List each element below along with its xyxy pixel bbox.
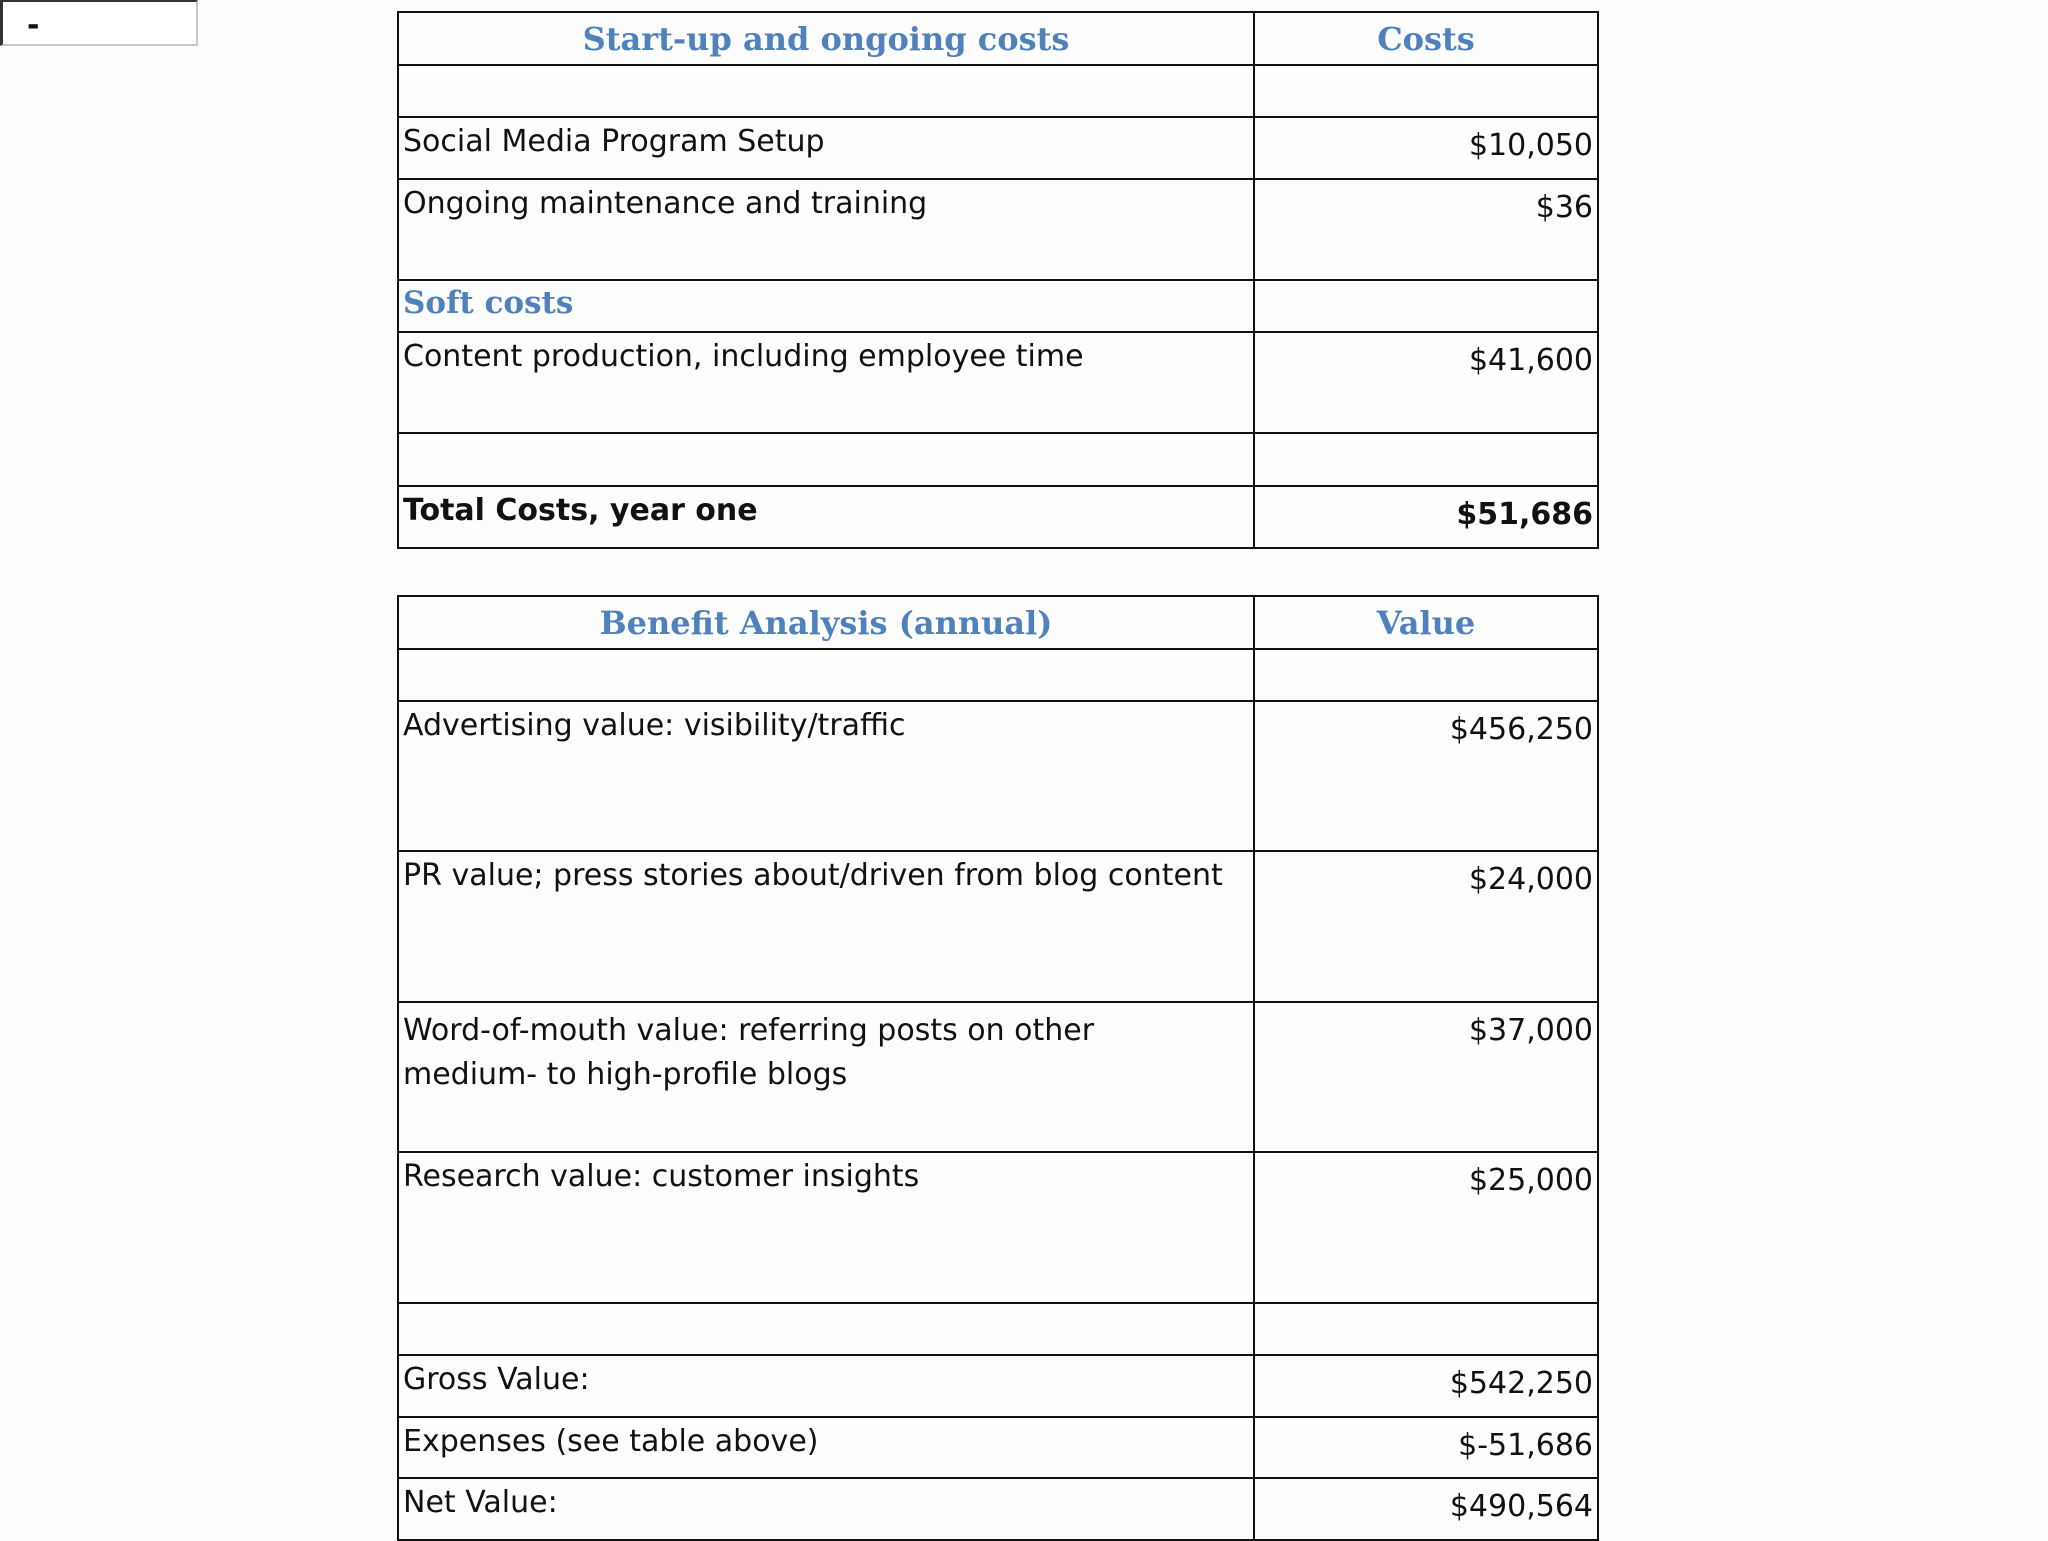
advertising-value-cell[interactable]: $456,250: [1254, 701, 1598, 851]
empty-cell[interactable]: [1254, 433, 1598, 486]
costs-header-row: [398, 12, 1598, 65]
table-row: [398, 117, 1598, 179]
net-value-cell[interactable]: $490,564: [1254, 1478, 1598, 1540]
table-row: [398, 65, 1598, 117]
costs-header-value[interactable]: Costs: [1254, 12, 1598, 65]
table-row: [398, 851, 1598, 1002]
pr-value-cell[interactable]: $24,000: [1254, 851, 1598, 1002]
setup-value-cell[interactable]: $10,050: [1254, 117, 1598, 179]
net-row: [398, 1478, 1598, 1540]
empty-cell[interactable]: [1254, 649, 1598, 701]
pr-label-cell[interactable]: PR value; press stories about/driven from blog content: [398, 851, 1254, 1002]
table-row: [398, 179, 1598, 280]
table-row: [398, 433, 1598, 486]
gross-value-cell[interactable]: $542,250: [1254, 1355, 1598, 1417]
expenses-label-cell[interactable]: Expenses (see table above): [398, 1417, 1254, 1478]
content-value-cell[interactable]: $41,600: [1254, 332, 1598, 433]
maintenance-label-cell[interactable]: Ongoing maintenance and training: [398, 179, 1254, 280]
costs-header-label[interactable]: Start-up and ongoing costs: [398, 12, 1254, 65]
gross-row: [398, 1355, 1598, 1417]
benefit-header-value[interactable]: Value: [1254, 596, 1598, 649]
gross-label-cell[interactable]: Gross Value:: [398, 1355, 1254, 1417]
advertising-label-cell[interactable]: Advertising value: visibility/traffic: [398, 701, 1254, 851]
empty-cell[interactable]: [1254, 65, 1598, 117]
table-row: [398, 1152, 1598, 1303]
table-row: [398, 332, 1598, 433]
cell-reference-box[interactable]: -: [0, 0, 198, 46]
expenses-value-cell[interactable]: $-51,686: [1254, 1417, 1598, 1478]
maintenance-value-cell[interactable]: $36: [1254, 179, 1598, 280]
table-row: [398, 649, 1598, 701]
table-row: [398, 1303, 1598, 1355]
word-of-mouth-label-cell[interactable]: [398, 1002, 1254, 1152]
table-row: [398, 1002, 1598, 1152]
word-of-mouth-value-cell[interactable]: $37,000: [1254, 1002, 1598, 1152]
costs-table: [397, 11, 1599, 549]
benefit-header-label[interactable]: Benefit Analysis (annual): [398, 596, 1254, 649]
setup-label-cell[interactable]: Social Media Program Setup: [398, 117, 1254, 179]
empty-cell[interactable]: [398, 649, 1254, 701]
empty-cell[interactable]: [1254, 280, 1598, 332]
benefit-table: [397, 595, 1599, 1541]
soft-costs-heading[interactable]: Soft costs: [398, 280, 1254, 332]
total-label-cell[interactable]: Total Costs, year one: [398, 486, 1254, 548]
content-label-cell[interactable]: Content production, including employee time: [398, 332, 1254, 433]
empty-cell[interactable]: [398, 433, 1254, 486]
research-label-cell[interactable]: Research value: customer insights: [398, 1152, 1254, 1303]
word-of-mouth-label-line2: medium- to high-profile blogs: [403, 1057, 848, 1092]
empty-cell[interactable]: [1254, 1303, 1598, 1355]
research-value-cell[interactable]: $25,000: [1254, 1152, 1598, 1303]
total-row: [398, 486, 1598, 548]
net-label-cell[interactable]: Net Value:: [398, 1478, 1254, 1540]
word-of-mouth-label-line1: Word-of-mouth value: referring posts on other: [403, 1013, 1095, 1048]
expenses-row: [398, 1417, 1598, 1478]
table-row: [398, 280, 1598, 332]
benefit-header-row: [398, 596, 1598, 649]
empty-cell[interactable]: [398, 65, 1254, 117]
empty-cell[interactable]: [398, 1303, 1254, 1355]
table-row: [398, 701, 1598, 851]
total-value-cell[interactable]: $51,686: [1254, 486, 1598, 548]
